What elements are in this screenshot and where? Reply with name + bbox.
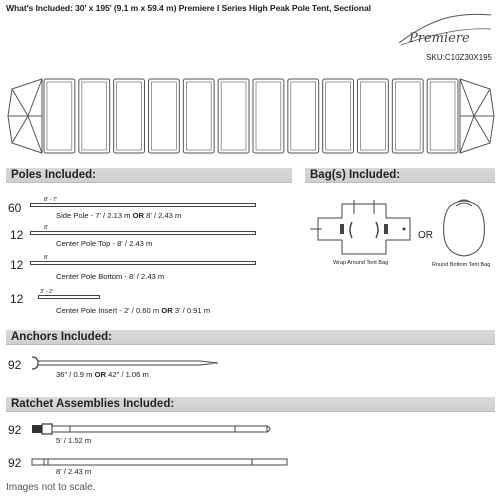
side-pole-rod [30, 203, 256, 207]
premiere-logo [395, 11, 495, 51]
bags-or: OR [418, 230, 433, 241]
center-pole-bottom-dim: 8' [44, 255, 49, 261]
tent-section [183, 79, 214, 153]
side-pole-qty: 60 [8, 201, 22, 215]
ratchets-section-header [6, 397, 495, 412]
tent-section [288, 79, 319, 153]
sku: SKU:C10Z30X195 [426, 53, 492, 62]
center-pole-insert-qty: 12 [10, 292, 24, 306]
poles-section-header [6, 168, 292, 183]
bags-heading: Bag(s) Included: [310, 169, 401, 181]
tent-section [218, 79, 249, 153]
center-pole-bottom-rod [30, 261, 256, 265]
tent-section [323, 79, 354, 153]
ratchet-8ft-qty: 92 [8, 456, 22, 470]
anchor-label: 36" / 0.9 m OR 42" / 1.06 m [56, 370, 149, 379]
tent-section [392, 79, 423, 153]
tent-section [44, 79, 75, 153]
ratchets-heading: Ratchet Assemblies Included: [11, 398, 175, 410]
center-pole-top-qty: 12 [10, 228, 24, 242]
wrap-around-bag-illustration [310, 198, 420, 256]
footer-note: Images not to scale. [6, 482, 96, 493]
center-pole-bottom-label: Center Pole Bottom - 8' / 2.43 m [56, 272, 165, 281]
anchors-heading: Anchors Included: [11, 331, 112, 343]
anchors-section-header [6, 330, 495, 345]
logo-text: Premiere [409, 31, 470, 46]
tent-diagram [6, 76, 496, 156]
center-pole-bottom-qty: 12 [10, 258, 24, 272]
round-bottom-bag-label: Round Bottom Tent Bag [432, 262, 491, 268]
bags-section-header [305, 168, 495, 183]
center-pole-insert-label: Center Pole Insert - 2' / 0.60 m OR 3' / 0.91 m [56, 306, 211, 315]
center-pole-top-label: Center Pole Top - 8' / 2.43 m [56, 239, 153, 248]
tent-section [253, 79, 284, 153]
tent-section [79, 79, 110, 153]
tent-section [358, 79, 389, 153]
center-pole-top-rod [30, 231, 256, 235]
center-pole-insert-dim: 3' - 2' [40, 289, 54, 295]
poles-heading: Poles Included: [11, 169, 96, 181]
page-title: What's Included: 30' x 195' (9.1 m x 59.4 m) Premiere I Series High Peak Pole Tent, Sectional [6, 3, 371, 13]
anchor-stake-illustration [30, 356, 220, 370]
side-pole-dim: 8' - 7' [44, 197, 58, 203]
center-pole-insert-rod [38, 295, 100, 299]
tent-section [114, 79, 145, 153]
anchor-qty: 92 [8, 358, 22, 372]
tent-section [427, 79, 458, 153]
side-pole-label: Side Pole - 7' / 2.13 m OR 8' / 2.43 m [56, 211, 182, 220]
ratchet-5ft-illustration [30, 422, 275, 436]
round-bottom-bag-illustration [440, 196, 488, 258]
wrap-around-bag-label: Wrap Around Tent Bag [333, 260, 389, 266]
ratchet-5ft-label: 5' / 1.52 m [56, 436, 92, 445]
tent-section [149, 79, 180, 153]
ratchet-8ft-label: 8' / 2.43 m [56, 467, 92, 476]
ratchet-5ft-qty: 92 [8, 423, 22, 437]
center-pole-top-dim: 8' [44, 225, 49, 231]
